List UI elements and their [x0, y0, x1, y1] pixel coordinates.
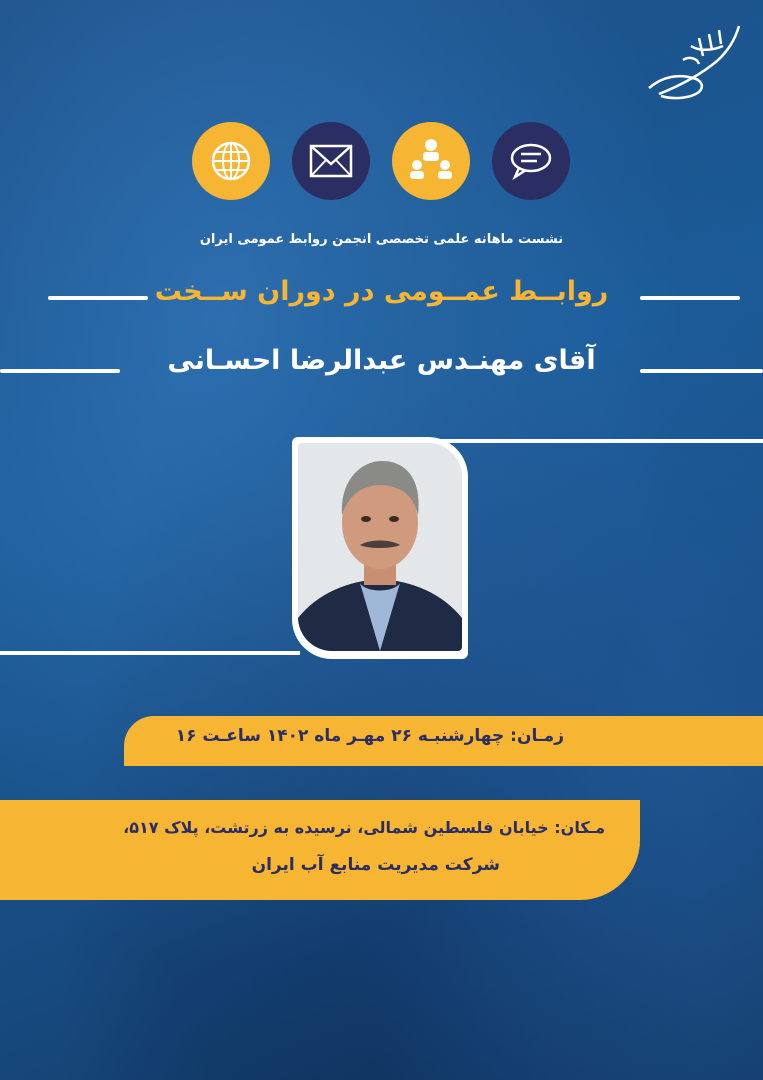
event-title: روابــط عمــومی در دوران ســخت [154, 276, 609, 307]
place-banner [0, 800, 640, 900]
event-venue: شرکت مدیریت منابع آب ایران [251, 855, 500, 875]
chat-bubble-icon [492, 122, 570, 200]
mail-icon [292, 122, 370, 200]
globe-icon [192, 122, 270, 200]
event-series-subtitle: نشست ماهانه علمی تخصصی انجمن روابط عمومی ایران [199, 232, 564, 247]
association-logo [639, 16, 749, 106]
speaker-photo-frame [292, 437, 468, 659]
org-chart-icon [392, 122, 470, 200]
event-time: زمـان: چهارشنبـه ۲۶ مهـر ماه ۱۴۰۲ ساعـت ۱۶ [175, 726, 564, 746]
speaker-name: آقای مهنـدس عبدالرضا احسـانی [167, 345, 596, 376]
speaker-photo [298, 443, 462, 651]
event-address: مـکان: خیابان فلسطین شمالی، نرسیده به زرتشت، پلاک ۵۱۷، [123, 818, 605, 837]
contact-icons-row [192, 122, 582, 200]
